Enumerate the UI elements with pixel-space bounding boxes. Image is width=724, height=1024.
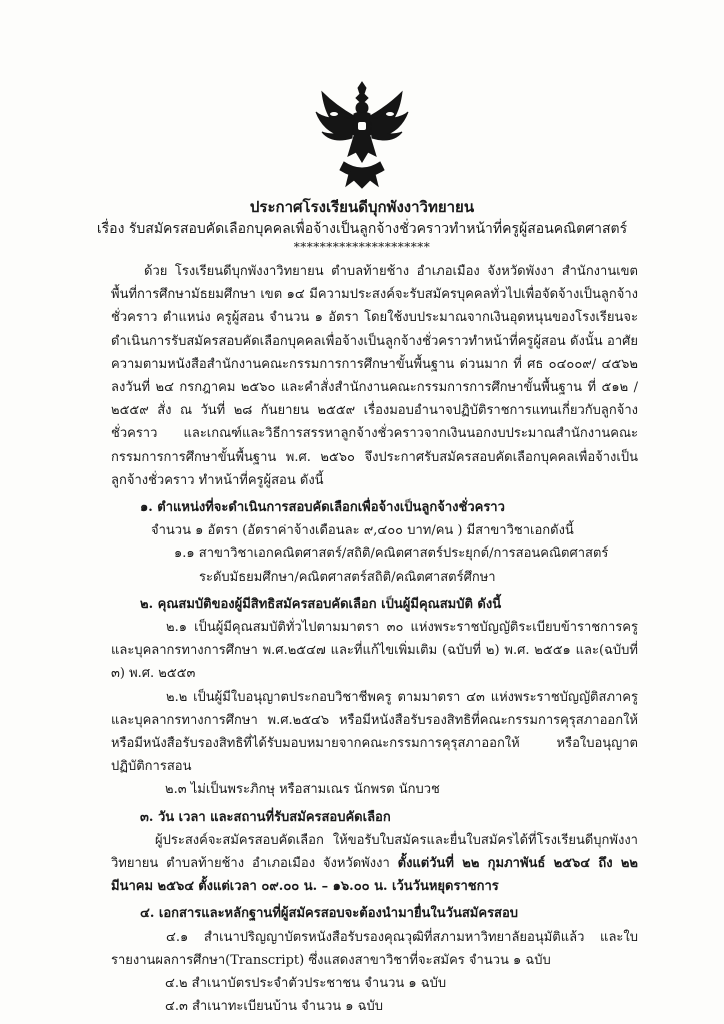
section-1-count: จำนวน ๑ อัตรา (อัตราค่าจ้างเดือนละ ๙,๔๐๐ บาท/คน ) มีสาขาวิชาเอกดังนี้ bbox=[151, 523, 574, 539]
section-2-2: ๒.๒ เป็นผู้มีใบอนุญาตประกอบวิชาชีพครู ตามมาตรา ๔๓ แห่งพระราชบัญญัติสภาครูและบุคลากรทางการศึกษา พ.ศ.๒๕๔๖ หรือมีหนังสือรับรองสิทธิที่คณะกรรมการคุรุสภาออกให้หรือมีหนังสือรับรองสิทธิที่ได้รับมอบหมายจากคณะกรรมการคุรุสภาออกให้ หรือใบอนุญาตปฏิบัติการสอน bbox=[111, 689, 638, 775]
section-4-1: ๔.๑ สำเนาปริญญาบัตรหนังสือรับรองคุณวุฒิที่สภามหาวิทยาลัยอนุมัติแล้ว และใบรายงานผลการศึกษา(Transcript) ซึ่งแสดงสาขาวิชาที่จะสมัคร จำนวน ๑ ฉบับ bbox=[111, 929, 638, 968]
separator-line: ********************* bbox=[293, 240, 431, 254]
document-subject: เรื่อง รับสมัครสอบคัดเลือกบุคคลเพื่อจ้างเป็นลูกจ้างชั่วคราวทำหน้าที่ครูผู้สอนคณิตศาสตร์ bbox=[96, 221, 628, 237]
section-1-heading: ๑. ตำแหน่งที่จะดำเนินการสอบคัดเลือกเพื่อจ้างเป็นลูกจ้างชั่วคราว bbox=[140, 500, 505, 516]
section-3-text bbox=[111, 829, 638, 899]
section-4-2: ๔.๒ สำเนาบัตรประจำตัวประชาชน จำนวน ๑ ฉบับ bbox=[165, 976, 447, 992]
section-3-heading: ๓. วัน เวลา และสถานที่รับสมัครสอบคัดเลือก bbox=[140, 809, 391, 825]
section-2-1: ๒.๑ เป็นผู้มีคุณสมบัติทั่วไปตามมาตรา ๓๐ แห่งพระราชบัญญัติระเบียบข้าราชการครูและบุคลากรทางการศึกษา พ.ศ.๒๕๔๗ และที่แก้ไขเพิ่มเติม (ฉบับที่ ๒) พ.ศ. ๒๕๕๑ และ(ฉบับที่ ๓) พ.ศ. ๒๕๕๓ bbox=[111, 620, 638, 682]
section-4-heading: ๔. เอกสารและหลักฐานที่ผู้สมัครสอบจะต้องนำมายื่นในวันสมัครสอบ bbox=[140, 906, 519, 922]
section-2-3: ๒.๓ ไม่เป็นพระภิกษุ หรือสามเณร นักพรต นักบวช bbox=[165, 782, 440, 798]
section-2-heading: ๒. คุณสมบัติของผู้มีสิทธิสมัครสอบคัดเลือก เป็นผู้มีคุณสมบัติ ดังนี้ bbox=[140, 596, 502, 612]
section-3-location: ผู้ประสงค์จะสมัครสอบคัดเลือก ให้ขอรับใบสมัครและยื่นใบสมัครได้ที่โรงเรียนดีบุกพังงาวิทยายน ตำบลท้ายช้าง อำเภอเมือง จังหวัดพังงา bbox=[111, 832, 638, 872]
section-3-dates: ตั้งแต่วันที่ ๒๒ กุมภาพันธ์ ๒๕๖๔ ถึง ๒๒ มีนาคม ๒๕๖๔ bbox=[111, 856, 638, 895]
section-3-holiday: เว้นวันหยุดราชการ bbox=[387, 879, 499, 895]
section-3-time: ตั้งแต่เวลา ๐๙.๐๐ น. – ๑๖.๐๐ น. bbox=[198, 879, 388, 895]
intro-paragraph: ด้วย โรงเรียนดีบุกพังงาวิทยายน ตำบลท้ายช้าง อำเภอเมือง จังหวัดพังงา สำนักงานเขตพื้นที่การศึกษามัธยมศึกษา เขต ๑๔ มีความประสงค์จะรับสมัครบุคคลทั่วไปเพื่อจัดจ้างเป็นลูกจ้างชั่วคราว ตำแหน่ง ครูผู้สอน จำนวน ๑ อัตรา โดยใช้งบประมาณจากเงินอุดหนุนของโรงเรียนจะดำเนินการรับสมัครสอบคัดเลือกบุคคลเพื่อจ้างเป็นลูกจ้างชั่วคราวทำหน้าที่ครูผู้สอน ดังนั้น อาศัยความตามหนังสือสำนักงานคณะกรรมการการศึกษาขั้นพื้นฐาน ด่วนมาก ที่ ศธ ๐๔๐๐๙/ ๔๕๖๒ ลงวันที่ ๒๔ กรกฎาคม ๒๕๖๐ และคำสั่งสำนักงานคณะกรรมการการศึกษาขั้นพื้นฐาน ที่ ๕๑๒ / ๒๕๕๙ สั่ง ณ วันที่ ๒๘ กันยายน ๒๕๕๙ เรื่องมอบอำนาจปฏิบัติราชการแทนเกี่ยวกับลูกจ้างชั่วคราว และเกณฑ์และวิธีการสรรหาลูกจ้างชั่วคราวจากเงินนอกงบประมาณสำนักงานคณะกรรมการการศึกษาขั้นพื้นฐาน พ.ศ. ๒๕๖๐ จึงประกาศรับสมัครสอบคัดเลือกบุคคลเพื่อจ้างเป็นลูกจ้างชั่วคราว ทำหน้าที่ครูผู้สอน ดังนี้ bbox=[111, 264, 638, 488]
document-body bbox=[111, 260, 638, 1019]
section-1-1-majors: ๑.๑ สาขาวิชาเอกคณิตศาสตร์/สถิติ/คณิตศาสตร์ประยุกต์/การสอนคณิตศาสตร์ระดับมัธยมศึกษา/คณิตศาสตร์สถิติ/คณิตศาสตร์ศึกษา bbox=[174, 546, 609, 585]
document-header bbox=[0, 196, 724, 254]
garuda-emblem-icon bbox=[314, 78, 410, 190]
document-title: ประกาศโรงเรียนดีบุกพังงาวิทยายน bbox=[249, 198, 475, 216]
section-4-3: ๔.๓ สำเนาทะเบียนบ้าน จำนวน ๑ ฉบับ bbox=[165, 999, 384, 1015]
